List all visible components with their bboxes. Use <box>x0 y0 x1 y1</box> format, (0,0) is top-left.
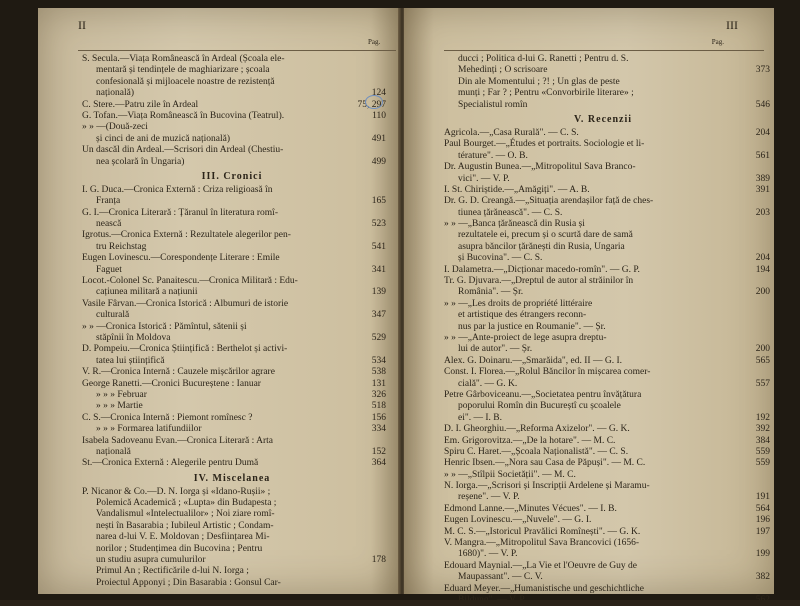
entry-text: ducci ; Politica d-lui G. Ranetti ; Pentru d. S. <box>458 54 629 64</box>
entry-text: reșene". — V. P. <box>458 492 520 503</box>
page-ref-number: 191 <box>755 492 770 503</box>
page-ref-number: 564 <box>755 503 770 514</box>
entry-text: cială". — G. K. <box>458 378 518 389</box>
entry-text: Faguet <box>96 264 122 275</box>
entry-text: Edouard Maynial.—„La Vie et l'Oeuvre de Guy de <box>444 560 638 571</box>
page-ref-number: 392 <box>755 424 770 435</box>
entry-text: G. I.—Cronica Literară : Țăranul în literatura romî- <box>82 207 278 218</box>
entry-text: Paul Bourget.—„Études et portraits. Sociologie et li- <box>444 139 645 150</box>
toc-entry-line <box>444 207 770 219</box>
page-ref-number: 534 <box>371 355 386 366</box>
entry-text: munți ; Far ? ; Pentru «Convorbirile literare» ; <box>458 88 634 99</box>
toc-entry-line <box>444 276 762 287</box>
left-page <box>38 8 400 594</box>
toc-entry-line <box>82 122 382 133</box>
toc-entry-line <box>444 333 762 344</box>
entry-text: Tr. G. Djuvara.—„Dreptul de autor al străinilor în <box>444 276 634 287</box>
entry-text: » » —(Două-zeci <box>82 122 148 133</box>
toc-entry-line <box>444 538 762 549</box>
section-heading: IV. Miscelanea <box>193 472 271 484</box>
entry-text: térature". — O. B. <box>458 150 528 161</box>
page-ref-number: 391 <box>755 184 770 195</box>
toc-entry-line <box>444 424 770 435</box>
toc-entry-line <box>82 322 382 333</box>
toc-entry-line <box>82 401 386 412</box>
entry-text: Const. I. Florea.—„Rolul Băncilor în mișcarea comer- <box>444 367 651 378</box>
toc-entry-line <box>444 549 770 560</box>
toc-entry-line <box>82 566 382 577</box>
pencil-circle-mark <box>365 95 383 109</box>
toc-entry-line <box>82 77 382 88</box>
entry-text: » » —Cronica Istorică : Pămîntul, sătenii și <box>82 321 247 332</box>
page-ref-number: 538 <box>371 367 386 378</box>
toc-entry-line <box>82 412 386 424</box>
toc-entry-line <box>82 389 386 401</box>
page-ref-number: 196 <box>755 515 770 526</box>
left-contents-column <box>82 54 386 589</box>
toc-entry-line <box>444 196 762 207</box>
entry-text: nești în Basarabia ; Iubileul Artistic ; Condam- <box>96 520 274 531</box>
toc-entry-line <box>82 145 382 156</box>
entry-text: V. R.—Cronica Internă : Cauzele mișcărilor agrare <box>82 367 275 378</box>
toc-entry-line <box>444 481 762 492</box>
toc-entry-line <box>82 310 386 321</box>
entry-text: și cinci de ani de muzică națională) <box>96 133 230 144</box>
entry-text: C. S.—Cronica Internă : Piemont romînesc ? <box>82 412 253 423</box>
toc-entry-line <box>444 492 770 503</box>
toc-entry-line <box>444 572 770 583</box>
page-ref-number: 156 <box>371 412 386 423</box>
toc-entry-line <box>444 503 770 515</box>
toc-entry-line <box>444 526 770 538</box>
toc-entry-line <box>82 230 382 241</box>
page-ref-number: 110 <box>372 110 386 121</box>
toc-entry-line <box>82 378 386 390</box>
page-ref-number: 152 <box>371 446 386 457</box>
toc-entry-line <box>82 241 386 253</box>
entry-text: D. I. Gheorghiu.—„Reforma Axizelor". — G. K. <box>444 424 630 435</box>
right-header-rule <box>444 50 764 51</box>
toc-entry-line <box>82 424 386 435</box>
entry-text: nea școlară în Ungaria) <box>96 156 185 167</box>
entry-text: Polemică Academică ; «Lupta» din Budapesta ; <box>96 498 277 509</box>
toc-entry-line <box>444 299 762 310</box>
page-ref-number: 341 <box>371 264 386 275</box>
toc-entry-line <box>82 367 386 378</box>
entry-text: Specialistul romîn <box>458 99 528 110</box>
page-ref-number: 389 <box>755 173 770 184</box>
entry-text: Bildung". — V. P. <box>458 594 526 605</box>
toc-entry-line <box>82 498 382 509</box>
toc-entry-line <box>444 184 770 196</box>
entry-text: Dr. Augustin Bunea.—„Mitropolitul Sava Branco- <box>444 162 636 173</box>
entry-text: narea d-lui V. E. Moldovan ; Desființarea Mi- <box>96 532 270 543</box>
toc-entry-line <box>444 515 770 526</box>
toc-entry-line <box>444 88 762 99</box>
section-heading: V. Recenzii <box>573 113 633 125</box>
toc-entry-line <box>82 446 386 458</box>
entry-text: ei". — I. B. <box>458 412 502 423</box>
entry-text: C. Stere.—Patru zile în Ardeal <box>82 99 199 110</box>
toc-entry-line <box>82 299 382 310</box>
toc-entry-line <box>82 458 386 469</box>
entry-text: Vandalismul «Intelectualilor» ; Noi ziare romî- <box>96 509 275 520</box>
entry-text: confesională și mijloacele noastre de rezistență <box>96 76 275 87</box>
toc-entry-line <box>82 521 382 532</box>
entry-text: Edmond Lanne.—„Minutes Vécues". — I. B. <box>444 503 617 514</box>
page-ref-number: 561 <box>755 150 770 161</box>
toc-entry-line <box>444 584 762 595</box>
toc-entry-line <box>82 185 382 196</box>
page-ref-number: 75, 297 <box>357 99 386 110</box>
entry-text: G. Tofan.—Viața Românească în Bucovina (Teatrul). <box>82 110 285 121</box>
entry-text: și Bucovina". — C. S. <box>458 253 543 264</box>
entry-text: Franța <box>96 196 121 207</box>
toc-entry-line <box>444 150 770 162</box>
entry-text: nească <box>96 219 122 230</box>
entry-text: N. Iorga.—„Scrisori și Inscripții Ardelene și Maramu- <box>444 481 650 492</box>
entry-text: 1680)". — V. P. <box>458 549 518 560</box>
toc-entry-line <box>444 162 762 173</box>
entry-text: Petre Gârboviceanu.—„Societatea pentru învățătura <box>444 389 642 400</box>
entry-text: națională <box>96 446 131 457</box>
left-header-rule <box>78 50 396 51</box>
toc-entry-line <box>444 264 770 276</box>
toc-entry-line <box>444 458 770 469</box>
toc-entry-line <box>82 99 386 111</box>
entry-text: tatea lui științifică <box>96 355 165 366</box>
entry-text: rezultatele ei, precum și o scurtă dare de samă <box>458 230 633 241</box>
entry-text: norilor ; Studențimea din Bucovina ; Pentru <box>96 543 263 554</box>
page-ref-number: 546 <box>755 99 770 110</box>
page-ref-number: 541 <box>371 241 386 252</box>
entry-text: culturală <box>96 310 130 321</box>
entry-text: tiunea țărănească". — C. S. <box>458 207 563 218</box>
toc-entry-line <box>444 344 770 355</box>
entry-text: Eugen Lovinescu.—„Nuvele". — G. I. <box>444 515 592 526</box>
entry-text: tru Reichstag <box>96 241 147 252</box>
entry-text: P. Nicanor & Co.—D. N. Iorga și «Idano-Rușii» ; <box>82 486 271 497</box>
entry-text: vici". — V. P. <box>458 173 510 184</box>
toc-entry-line <box>444 287 770 298</box>
toc-entry-line <box>82 208 382 219</box>
toc-entry-line <box>82 578 382 589</box>
toc-entry-line <box>82 276 382 287</box>
toc-entry-line <box>82 436 382 447</box>
toc-entry-line <box>82 65 382 76</box>
toc-entry-line <box>82 156 386 168</box>
toc-entry-line <box>444 230 762 241</box>
toc-entry-line <box>444 367 762 378</box>
entry-text: M. C. S.—„Istoricul Pravălici Romînești". — G. K. <box>444 526 641 537</box>
entry-text: cațiunea militară a națiunii <box>96 287 198 298</box>
page-ref-number: 559 <box>755 458 770 469</box>
toc-entry-line <box>82 133 386 145</box>
toc-entry-line <box>444 378 770 390</box>
toc-entry-line <box>444 435 770 447</box>
entry-text: Henric Ibsen.—„Nora sau Casa de Păpuși". — M. C. <box>444 458 646 469</box>
toc-entry-line <box>82 355 386 367</box>
entry-text: Proiectul Apponyi ; Din Basarabia : Gonsul Car- <box>96 577 281 588</box>
entry-text: mentară și tendințele de maghiarizare ; școala <box>96 65 270 76</box>
toc-entry-line <box>444 561 762 572</box>
page-ref-number: 347 <box>371 310 386 321</box>
toc-entry-line <box>82 253 382 264</box>
entry-text: George Ranetti.—Cronici Bucureștene : Ianuar <box>82 378 261 389</box>
entry-text: nus par la justice en Roumanie". — Șr. <box>458 321 606 332</box>
toc-entry-line <box>82 110 386 122</box>
entry-text: » » » Formarea latifundiilor <box>96 424 202 435</box>
page-ref-number: 204 <box>755 127 770 138</box>
entry-text: Eduard Meyer.—„Humanistische und geschichtliche <box>444 583 644 594</box>
left-page-number: II <box>78 18 86 32</box>
toc-entry-line <box>444 310 762 321</box>
left-pag-header: Pag. <box>368 38 381 46</box>
right-pag-header: Pag. <box>711 38 724 46</box>
entry-text: » » —„Banca țărănească din Rusia și <box>444 219 585 230</box>
toc-entry-line <box>444 390 762 401</box>
entry-text: Un dascăl din Ardeal.—Scrisori din Ardeal (Chestiu- <box>82 145 284 156</box>
toc-entry-line <box>444 54 762 65</box>
page-ref-number: 326 <box>371 389 386 400</box>
entry-text: Eugen Lovinescu.—Corespondențe Literare : Emile <box>82 253 280 264</box>
entry-text: națională) <box>96 88 134 99</box>
page-ref-number: 200 <box>755 344 770 355</box>
section-heading: III. Cronici <box>201 170 263 182</box>
toc-entry-line <box>444 253 770 264</box>
toc-entry-line <box>444 355 770 367</box>
page-ref-number: 491 <box>371 133 386 144</box>
entry-text: » » —„Ante-proiect de lege asupra dreptu- <box>444 332 607 343</box>
page-ref-number: 178 <box>371 555 386 566</box>
entry-text: un studiu asupra cumulurilor <box>96 555 206 566</box>
entry-text: D. Pompeiu.—Cronica Științifică : Berthelot și activi- <box>82 344 288 355</box>
entry-text: I. St. Chiriștide.—„Amăgiți". — A. B. <box>444 184 590 195</box>
page-ref-number: 192 <box>755 412 770 423</box>
page-ref-number: 364 <box>371 458 386 469</box>
toc-entry-line <box>444 139 762 150</box>
entry-text: Spiru C. Haret.—„Școala Naționalistă". — C. S. <box>444 446 629 457</box>
toc-entry-line <box>82 196 386 207</box>
page-ref-number: 373 <box>755 65 770 76</box>
page-ref-number: 557 <box>755 378 770 389</box>
page-ref-number: 562 <box>755 594 770 605</box>
toc-entry-line <box>82 555 386 566</box>
entry-text: Dr. G. D. Creangă.—„Situația arendașilor față de ches- <box>444 196 654 207</box>
entry-text: Alex. G. Doinaru.—„Smarăida", ed. II — G. I. <box>444 355 622 366</box>
entry-text: S. Secula.—Viața Românească în Ardeal (Școala ele- <box>82 54 285 64</box>
entry-text: Mehedinți ; O scrisoare <box>458 65 548 76</box>
toc-entry-line <box>444 219 762 230</box>
right-contents-column <box>444 54 770 606</box>
toc-entry-line <box>444 412 770 424</box>
toc-entry-line <box>82 532 382 543</box>
entry-text: I. Dalametra.—„Dicționar macedo-romîn". — G. P. <box>444 264 640 275</box>
toc-entry-line <box>82 332 386 344</box>
entry-text: Agricola.—„Casa Rurală". — C. S. <box>444 127 579 138</box>
right-page-number: III <box>726 18 738 32</box>
entry-text: poporului Romîn din Bucureștî cu școalele <box>458 401 621 412</box>
toc-entry-line <box>82 287 386 298</box>
entry-text: Vasile Fârvan.—Cronica Istorică : Albumuri de istorie <box>82 298 289 309</box>
page-ref-number: 199 <box>755 549 770 560</box>
page-ref-number: 203 <box>755 207 770 218</box>
toc-entry-line <box>444 77 762 88</box>
page-ref-number: 165 <box>371 196 386 207</box>
entry-text: Em. Grigorovitza.—„De la hotare". — M. C. <box>444 435 616 446</box>
page-ref-number: 565 <box>755 355 770 366</box>
entry-text: Din ale Momentului ; ?! ; Un glas de peste <box>458 76 620 87</box>
page-ref-number: 334 <box>371 424 386 435</box>
toc-entry-line <box>444 470 762 481</box>
page-ref-number: 529 <box>371 332 386 343</box>
entry-text: lui de autor". — Șr. <box>458 344 533 355</box>
toc-entry-line <box>82 264 386 276</box>
toc-entry-line <box>82 344 382 355</box>
toc-entry-line <box>444 242 762 253</box>
toc-entry-line <box>82 509 382 520</box>
toc-entry-line <box>444 127 770 139</box>
entry-text: asupra băncilor țărănești din Rusia, Ungaria <box>458 241 625 252</box>
entry-text: » » —„Stîlpii Societății". — M. C. <box>444 469 576 480</box>
page-ref-number: 139 <box>371 287 386 298</box>
page-ref-number: 200 <box>755 287 770 298</box>
page-ref-number: 131 <box>371 378 386 389</box>
page-ref-number: 518 <box>371 401 386 412</box>
entry-text: » » » Februar <box>96 389 147 400</box>
page-ref-number: 124 <box>371 88 386 99</box>
toc-entry-line <box>444 401 762 412</box>
toc-entry-line <box>82 219 386 230</box>
toc-entry-line <box>444 65 770 76</box>
page-ref-number: 204 <box>755 253 770 264</box>
toc-entry-line <box>444 322 762 333</box>
entry-text: Isabela Sadoveanu Evan.—Cronica Literară : Arta <box>82 435 273 446</box>
page-ref-number: 382 <box>755 572 770 583</box>
page-ref-number: 194 <box>755 264 770 275</box>
page-ref-number: 559 <box>755 446 770 457</box>
toc-entry-line <box>444 173 770 185</box>
entry-text: et artistique des étrangers reconn- <box>458 310 587 321</box>
page-ref-number: 523 <box>371 219 386 230</box>
toc-entry-line <box>82 544 382 555</box>
toc-entry-line <box>82 54 382 65</box>
entry-text: stăpînii în Moldova <box>96 332 171 343</box>
page-ref-number: 499 <box>371 156 386 167</box>
toc-entry-line <box>444 594 770 606</box>
entry-text: România". — Șr. <box>458 287 524 298</box>
entry-text: V. Mangra.—„Mitropolitul Sava Brancovici (1656- <box>444 538 640 549</box>
entry-text: » » —„Les droits de propriété littéraire <box>444 298 593 309</box>
entry-text: Maupassant". — C. V. <box>458 572 543 583</box>
toc-entry-line <box>82 88 386 99</box>
entry-text: Igrotus.—Cronica Externă : Rezultatele alegerilor pen- <box>82 230 291 241</box>
entry-text: I. G. Duca.—Cronica Externă : Criza religioasă în <box>82 184 273 195</box>
right-page <box>404 8 774 605</box>
entry-text: Locot.-Colonel Sc. Panaitescu.—Cronica Militară : Edu- <box>82 276 298 287</box>
entry-text: Primul An ; Rectificările d-lui N. Iorga ; <box>96 566 249 577</box>
entry-text: St.—Cronica Externă : Alegerile pentru Dumă <box>82 458 259 469</box>
toc-entry-line <box>444 446 770 458</box>
toc-entry-line <box>82 487 382 498</box>
toc-entry-line <box>444 99 770 111</box>
page-ref-number: 197 <box>755 526 770 537</box>
entry-text: » » » Martie <box>96 401 143 412</box>
page-ref-number: 384 <box>755 435 770 446</box>
